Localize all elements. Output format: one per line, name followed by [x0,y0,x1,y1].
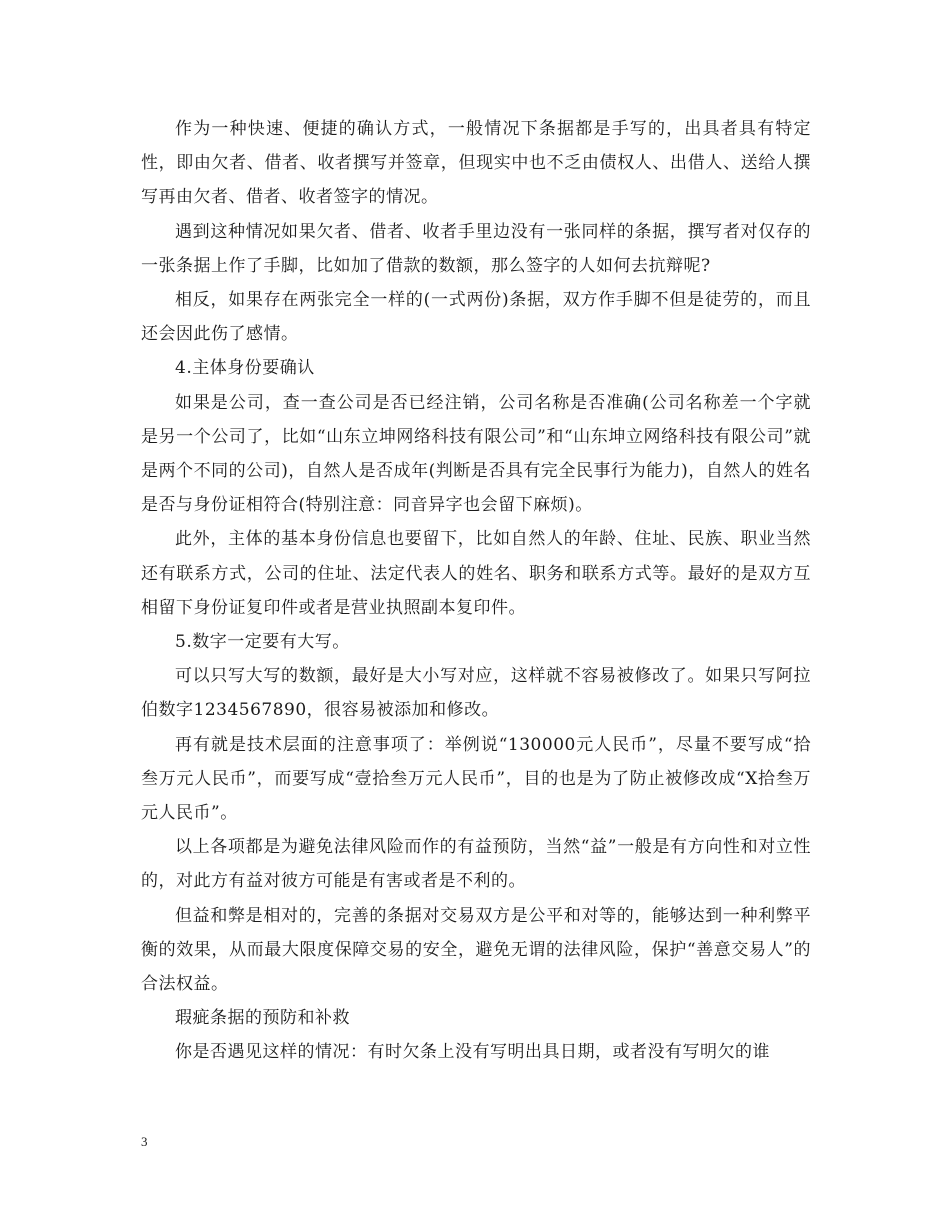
paragraph: 再有就是技术层面的注意事项了：举例说“130000元人民币”，尽量不要写成“拾叁万元人民币”，而要写成“壹拾叁万元人民币”，目的也是为了防止被修改成“X拾叁万元人民币”。 [141,734,811,824]
paragraph: 作为一种快速、便捷的确认方式，一般情况下条据都是手写的，出具者具有特定性，即由欠者、借者、收者撰写并签章，但现实中也不乏由债权人、出借人、送给人撰写再由欠者、借者、收者签字的情况。 [141,119,811,208]
paragraph: 但益和弊是相对的，完善的条据对交易双方是公平和对等的，能够达到一种利弊平衡的效果，从而最大限度保障交易的安全，避免无谓的法律风险，保护“善意交易人”的合法权益。 [141,905,811,995]
paragraph: 以上各项都是为避免法律风险而作的有益预防，当然“益”一般是有方向性和对立性的，对此方有益对彼方可能是有害或者是不利的。 [141,837,811,892]
paragraph: 此外，主体的基本身份信息也要留下，比如自然人的年龄、住址、民族、职业当然还有联系方式，公司的住址、法定代表人的姓名、职务和联系方式等。最好的是双方互相留下身份证复印件或者是营业执照副本复印件。 [141,529,811,618]
section-heading: 5.数字一定要有大写。 [175,632,350,653]
page-number: 3 [141,1134,148,1149]
section-heading: 4.主体身份要确认 [175,358,315,379]
paragraph: 如果是公司，查一查公司是否已经注销，公司名称是否准确(公司名称差一个字就是另一个公司了，比如“山东立坤网络科技有限公司”和“山东坤立网络科技有限公司”就是两个不同的公司)，自然人是否成年(判断是否具有完全民事行为能力)，自然人的姓名是否与身份证相符合(特别注意：同音异字也会留下麻烦)。 [141,392,811,516]
paragraph: 可以只写大写的数额，最好是大小写对应，这样就不容易被修改了。如果只写阿拉伯数字1234567890，很容易被添加和修改。 [141,666,811,721]
paragraph: 相反，如果存在两张完全一样的(一式两份)条据，双方作手脚不但是徒劳的，而且还会因此伤了感情。 [141,290,811,345]
document-body [141,112,811,1070]
section-heading: 瑕疵条据的预防和补救 [175,1008,350,1029]
paragraph: 你是否遇见这样的情况：有时欠条上没有写明出具日期，或者没有写明欠的谁 [175,1042,770,1063]
paragraph: 遇到这种情况如果欠者、借者、收者手里边没有一张同样的条据，撰写者对仅存的一张条据上作了手脚，比如加了借款的数额，那么签字的人如何去抗辩呢? [141,221,811,276]
